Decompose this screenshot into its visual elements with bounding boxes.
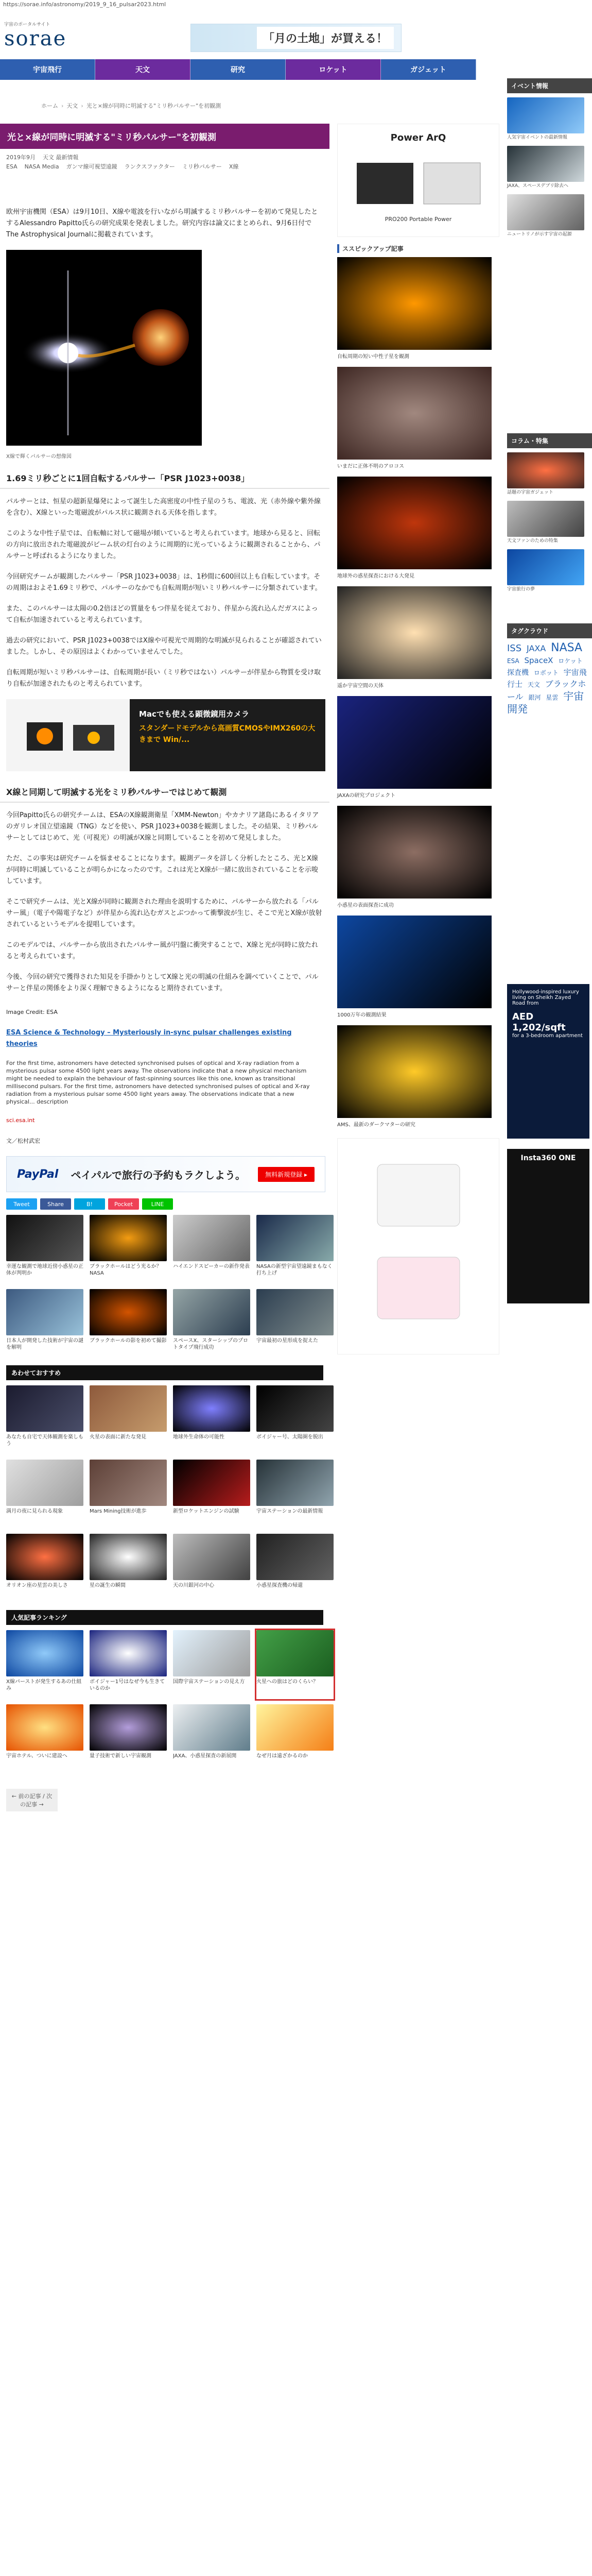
camera-ad-image bbox=[6, 699, 130, 771]
popular-article[interactable]: 国際宇宙ステーションの見え方 bbox=[173, 1630, 250, 1699]
pulsar-illustration bbox=[6, 250, 202, 446]
dubai-ad-price: AED 1,202/sqft bbox=[512, 1011, 566, 1033]
breadcrumb-astronomy[interactable]: 天文 bbox=[66, 103, 78, 109]
popular-article[interactable]: JAXA、小惑星探査の新展開 bbox=[173, 1704, 250, 1773]
recommend-article[interactable]: 新型ロケットエンジンの試験 bbox=[173, 1460, 250, 1529]
line-button[interactable]: LINE bbox=[142, 1198, 173, 1210]
source-link[interactable]: ESA Science & Technology – Mysteriously in-sync pulsar challenges existing theories bbox=[6, 1029, 292, 1048]
popular-article[interactable]: X線パーストが発生するあの仕組み bbox=[6, 1630, 83, 1699]
recommend-grid bbox=[0, 1385, 329, 1603]
hatena-button[interactable]: B! bbox=[74, 1198, 105, 1210]
article-title: 光と×線が同時に明滅する"ミリ秒パルサー"を初観測 bbox=[0, 124, 329, 149]
main-navigation bbox=[0, 59, 476, 80]
article-category[interactable]: 天文 最新情報 bbox=[43, 154, 79, 161]
recommend-heading: あわせておすすめ bbox=[6, 1365, 323, 1380]
column-item[interactable]: 宇宙旅行の夢 bbox=[507, 549, 592, 592]
recommend-article[interactable]: あなたも自宅で天体観測を楽しもう bbox=[6, 1385, 83, 1454]
breadcrumb bbox=[41, 99, 329, 112]
tag-link[interactable]: ISS bbox=[507, 643, 522, 654]
column-heading: コラム・特集 bbox=[507, 433, 592, 448]
page-nav-button[interactable]: ← 前の記事 / 次の記事 → bbox=[6, 1789, 58, 1811]
tag-link[interactable]: 星雲 bbox=[546, 694, 559, 701]
pulsar-image bbox=[6, 250, 202, 446]
popular-article[interactable]: 宇宙ホテル、ついに建設へ bbox=[6, 1704, 83, 1773]
related-article[interactable]: 日本人が開発した技術が宇宙の謎を解明 bbox=[6, 1289, 83, 1358]
nav-item-astronomy[interactable]: 天文 bbox=[95, 59, 190, 80]
dubai-ad[interactable] bbox=[507, 984, 589, 1139]
article-tags bbox=[6, 162, 323, 172]
paragraph: パルサーとは、恒星の超新星爆発によって誕生した高密度の中性子星のうち、電波、光（赤外線や紫外線を含む）、X線といった電磁波がパルス状に観測される天体を指します。 bbox=[6, 498, 321, 517]
event-heading: イベント情報 bbox=[507, 78, 592, 93]
pickup-item[interactable]: 1000万年の観測結果 bbox=[337, 916, 499, 1018]
related-article[interactable]: 宇宙最初の星形成を捉えた bbox=[256, 1289, 334, 1358]
facebook-share-button[interactable]: Share bbox=[40, 1198, 71, 1210]
header-banner-ad[interactable] bbox=[190, 24, 402, 52]
nav-item-space-flight[interactable]: 宇宙飛行 bbox=[0, 59, 95, 80]
banner-text: 「月の土地」が買える！ bbox=[257, 27, 394, 49]
recommend-article[interactable]: ボイジャー号、太陽圏を脱出 bbox=[256, 1385, 334, 1454]
related-article[interactable]: スペースX、スターシップのプロトタイプ飛行成功 bbox=[173, 1289, 250, 1358]
breadcrumb-current: 光と×線が同時に明滅する"ミリ秒パルサー"を初観測 bbox=[86, 103, 221, 109]
popular-article[interactable]: ボイジャー1号はなぜ今も生きているのか bbox=[90, 1630, 167, 1699]
related-article[interactable]: 幸運な観測で地球近傍小惑星の正体が判明か bbox=[6, 1215, 83, 1284]
power-ad[interactable] bbox=[337, 124, 499, 237]
pickup-item[interactable]: 地球外の惑星探査における大発見 bbox=[337, 477, 499, 579]
paragraph: このモデルでは、パルサーから放出されたパルサー風が円盤に衝突することで、X線と光が同時に放たれると考えられています。 bbox=[6, 941, 318, 960]
source-domain[interactable]: sci.esa.int bbox=[6, 1117, 35, 1124]
right-ad-column bbox=[337, 124, 499, 1354]
tag-link[interactable]: 宇宙開発 bbox=[507, 690, 584, 715]
article-date: 2019年9月 bbox=[6, 154, 36, 161]
url-bar[interactable]: https://sorae.info/astronomy/2019_9_16_pulsar2023.html bbox=[3, 1, 166, 8]
image-credit: Image Credit: ESA bbox=[6, 1009, 58, 1015]
power-ad-brand: Power ArQ bbox=[390, 132, 446, 143]
ad-line-2: スタンダードモデルから高画質CMOSやIMX260の大きまで Win/... bbox=[139, 724, 316, 744]
recommend-article[interactable]: 火星の表面に新たな発見 bbox=[90, 1385, 167, 1454]
author: 文／松村武宏 bbox=[6, 1138, 40, 1144]
tag-link[interactable]: ランクスファクター bbox=[124, 163, 175, 170]
recommend-article[interactable]: オリオン座の星雲の美しさ bbox=[6, 1534, 83, 1603]
paragraph: また、このパルサーは太陽の0.2倍ほどの質量をもつ伴星を従えており、伴星から流れ込んだガスによって自転が加速されていると考えられています。 bbox=[6, 605, 318, 624]
logo-subtitle: 宇宙のポータルサイト bbox=[4, 22, 50, 27]
column-item[interactable]: 天文ファンのための特集 bbox=[507, 501, 592, 544]
recommend-article[interactable]: 地球外生命体の可能性 bbox=[173, 1385, 250, 1454]
paragraph: 自転周期が短いミリ秒パルサーは、自転周期が長い（ミリ秒ではない）パルサーが伴星から物質を受け取り自転が加速されたものと考えられています。 bbox=[6, 669, 321, 688]
tag-link[interactable]: NASA Media bbox=[24, 163, 59, 170]
recommend-article[interactable]: 宇宙ステーションの最新情報 bbox=[256, 1460, 334, 1529]
section-heading-2: X線と同期して明滅する光をミリ秒パルサーではじめて観測 bbox=[0, 782, 329, 803]
right-sidebar bbox=[507, 78, 592, 1303]
tag-link[interactable]: 銀河 bbox=[528, 694, 541, 701]
ad-line-1: Macでも使える顕微鏡用カメラ bbox=[139, 709, 249, 719]
article-intro: 欧州宇宙機関（ESA）は9月10日、X線や電波を行いながら明滅するミリ秒パルサーを初めて発見したとするAlessandro Papitto氏らの研究成果を発表しました。研究内容は論文にまとめられ、9月6日付でThe Astrophysical Journalに掲載されています。 bbox=[6, 208, 318, 239]
popular-article[interactable]: 火星への旅はどのくらい？ bbox=[256, 1630, 334, 1699]
dubai-ad-sub: for a 3-bedroom apartment bbox=[512, 1033, 583, 1039]
event-item[interactable]: JAXA、スペースデブリ除去へ bbox=[507, 146, 592, 189]
section-heading-1: 1.69ミリ秒ごとに1回自転するパルサー「PSR J1023+0038」 bbox=[0, 468, 329, 489]
tag-link[interactable]: ブラックホール bbox=[507, 679, 586, 702]
dubai-ad-line-1: Hollywood-inspired luxury living on Sheikh Zayed Road from bbox=[512, 989, 579, 1006]
recommend-article[interactable]: 満月の夜に見られる現象 bbox=[6, 1460, 83, 1529]
paragraph: このような中性子星では、自転軸に対して磁場が傾いていると考えられています。地球から見ると、回転の方向に放出された電磁波がビーム状の灯台のように周期的に光っているように観測されることから、パルサーと呼ばれるようになりました。 bbox=[6, 530, 321, 560]
tag-cloud bbox=[507, 642, 592, 716]
tweet-button[interactable]: Tweet bbox=[6, 1198, 37, 1210]
tag-link[interactable]: 宇宙飛行士 bbox=[507, 668, 587, 689]
figure-caption: X線で輝くパルサーの想像図 bbox=[6, 454, 72, 460]
tag-link[interactable]: ミリ秒パルサー bbox=[182, 163, 222, 170]
nav-item-research[interactable]: 研究 bbox=[190, 59, 286, 80]
paragraph: 今回研究チームが観測したパルサー「PSR J1023+0038」は、1秒間に600回以上も自転しています。その周期はおよそ1.69ミリ秒で、パルサーのなかでも自転周期が短いミリ秒パルサーに分類されています。 bbox=[6, 573, 322, 592]
popular-grid bbox=[0, 1630, 329, 1773]
power-ad-product: PRO200 Portable Power bbox=[385, 216, 452, 223]
recommend-article[interactable]: 星の誕生の瞬間 bbox=[90, 1534, 167, 1603]
site-header bbox=[0, 9, 592, 58]
tag-link[interactable]: ガンマ線可視望遠鏡 bbox=[66, 163, 117, 170]
paragraph: そこで研究チームは、光とX線が同時に観測された理由を説明するために、パルサーから放たれる「パルサー風」（電子や陽電子など）が伴星から流れ込むガスとぶつかって衝撃波が生じ、そこで光とX線が放射されているというモデルを提唱しています。 bbox=[6, 898, 322, 928]
tag-link[interactable]: ESA bbox=[507, 657, 519, 665]
pickup-item[interactable]: AMS、最新のダークマターの研究 bbox=[337, 1025, 499, 1128]
tag-link[interactable]: X線 bbox=[229, 163, 239, 170]
breadcrumb-separator: › bbox=[81, 102, 83, 109]
column-item[interactable]: 話題の宇宙ガジェット bbox=[507, 452, 592, 496]
event-item[interactable]: 人気宇宙イベントの最新情報 bbox=[507, 97, 592, 141]
recommend-article[interactable]: 天の川銀河の中心 bbox=[173, 1534, 250, 1603]
related-article[interactable]: ブラックホールはどう光るか？NASA bbox=[90, 1215, 167, 1284]
article-main bbox=[0, 124, 333, 1827]
source-excerpt: For the first time, astronomers have detected synchronised pulses of optical and X-ray radiation from a mysterious pulsar some 4500 light years away. The observations indicate that a new physical mechanism might be needed to explain the behaviour of fast-spinning sources like this one, known as transitional millisecond pulsars. For the first time, astronomers have detected synchronised pulses of optical and X-ray radiation from a mysterious pulsar some 4500 light years away. The observations indicate that a new physical... description bbox=[6, 1060, 310, 1105]
paypal-logo: PayPal bbox=[17, 1167, 59, 1181]
pocket-button[interactable]: Pocket bbox=[108, 1198, 139, 1210]
site-logo[interactable] bbox=[4, 21, 81, 52]
breadcrumb-home[interactable]: ホーム bbox=[41, 103, 58, 109]
paypal-text: ペイパルで旅行の予約もラクしよう。 bbox=[71, 1168, 246, 1181]
popular-article[interactable]: 量子技術で新しい宇宙観測 bbox=[90, 1704, 167, 1773]
paragraph: 今回Papitto氏らの研究チームは、ESAのX線観測衛星「XMM-Newton」やカナリア諸島にあるイタリアのガリレオ国立望遠鏡（TNG）などを使い、PSR J1023+0038を観測しました。その結果、ミリ秒パルサーとしてはじめて、光（可視光）の明滅がX線と同期していることを初めて発見しました。 bbox=[6, 811, 319, 842]
paragraph: 今後、今回の研究で獲得された知見を手掛かりとしてX線と光の明滅の仕組みを調べていくことで、パルサーと伴星の関係をより深く理解できるようになると期待されています。 bbox=[6, 973, 319, 992]
insta360-ad[interactable] bbox=[507, 1149, 589, 1303]
paypal-ad[interactable] bbox=[6, 1156, 325, 1192]
tag-cloud-heading: タグクラウド bbox=[507, 623, 592, 638]
logo-text: sorae bbox=[4, 27, 67, 50]
pickup-list bbox=[337, 257, 499, 1128]
popular-heading: 人気記事ランキング bbox=[6, 1610, 323, 1625]
related-article[interactable]: ハイエンドスピーカーの新作発表 bbox=[173, 1215, 250, 1284]
tag-link[interactable]: SpaceX bbox=[524, 656, 553, 665]
related-article[interactable]: ブラックホールの影を初めて撮影 bbox=[90, 1289, 167, 1358]
tag-link[interactable]: ロケット bbox=[558, 657, 583, 665]
tag-link[interactable]: ESA bbox=[6, 163, 18, 170]
nav-item-gadget[interactable]: ガジェット bbox=[381, 59, 476, 80]
product-ad[interactable] bbox=[337, 1138, 499, 1354]
related-article[interactable]: NASAの新型宇宙望遠鏡まもなく打ち上げ bbox=[256, 1215, 334, 1284]
pickup-item[interactable]: JAXAの研究プロジェクト bbox=[337, 696, 499, 799]
recommend-article[interactable]: Mars Mining技術が進歩 bbox=[90, 1460, 167, 1529]
inline-ad-camera[interactable] bbox=[6, 699, 325, 771]
share-buttons bbox=[6, 1198, 323, 1210]
insta360-ad-title: Insta360 ONE bbox=[520, 1154, 576, 1162]
pickup-heading: ススピックアップ記事 bbox=[337, 244, 499, 253]
tag-link[interactable]: ロボット bbox=[533, 669, 559, 676]
nav-item-rocket[interactable]: ロケット bbox=[286, 59, 381, 80]
pickup-item[interactable]: 遥か宇宙空間の天体 bbox=[337, 586, 499, 689]
recommend-article[interactable]: 小惑星探査機の帰還 bbox=[256, 1534, 334, 1603]
article-meta bbox=[0, 149, 329, 176]
tag-link[interactable]: NASA bbox=[551, 641, 583, 654]
pickup-item[interactable]: 小惑星の表面探査に成功 bbox=[337, 806, 499, 908]
tag-link[interactable]: 天文 bbox=[527, 681, 540, 688]
tag-link[interactable]: 探査機 bbox=[507, 669, 529, 677]
paragraph: ただ、この事実は研究チームを悩ませることになります。観測データを詳しく分析したところ、光とX線が同時に明滅していることが明らかになったのです。これは光とX線が一緒に放出されていることを示唆しています。 bbox=[6, 855, 318, 885]
breadcrumb-separator: › bbox=[61, 102, 64, 109]
pickup-item[interactable]: 自転周期の短い中性子星を観測 bbox=[337, 257, 499, 360]
related-articles-grid bbox=[0, 1215, 333, 1358]
paypal-register-button[interactable]: 無料新規登録 ▸ bbox=[258, 1167, 315, 1182]
event-item[interactable]: ニュートリノが示す宇宙の起源 bbox=[507, 194, 592, 238]
popular-article[interactable]: なぜ月は遠ざかるのか bbox=[256, 1704, 334, 1773]
pickup-item[interactable]: いまだに正体不明のアロコス bbox=[337, 367, 499, 469]
tag-link[interactable]: JAXA bbox=[527, 643, 546, 653]
paragraph: 過去の研究において、PSR J1023+0038ではX線や可視光で周期的な明滅が見られることが確認されていました。しかし、その原因はよくわかっていませんでした。 bbox=[6, 637, 322, 656]
